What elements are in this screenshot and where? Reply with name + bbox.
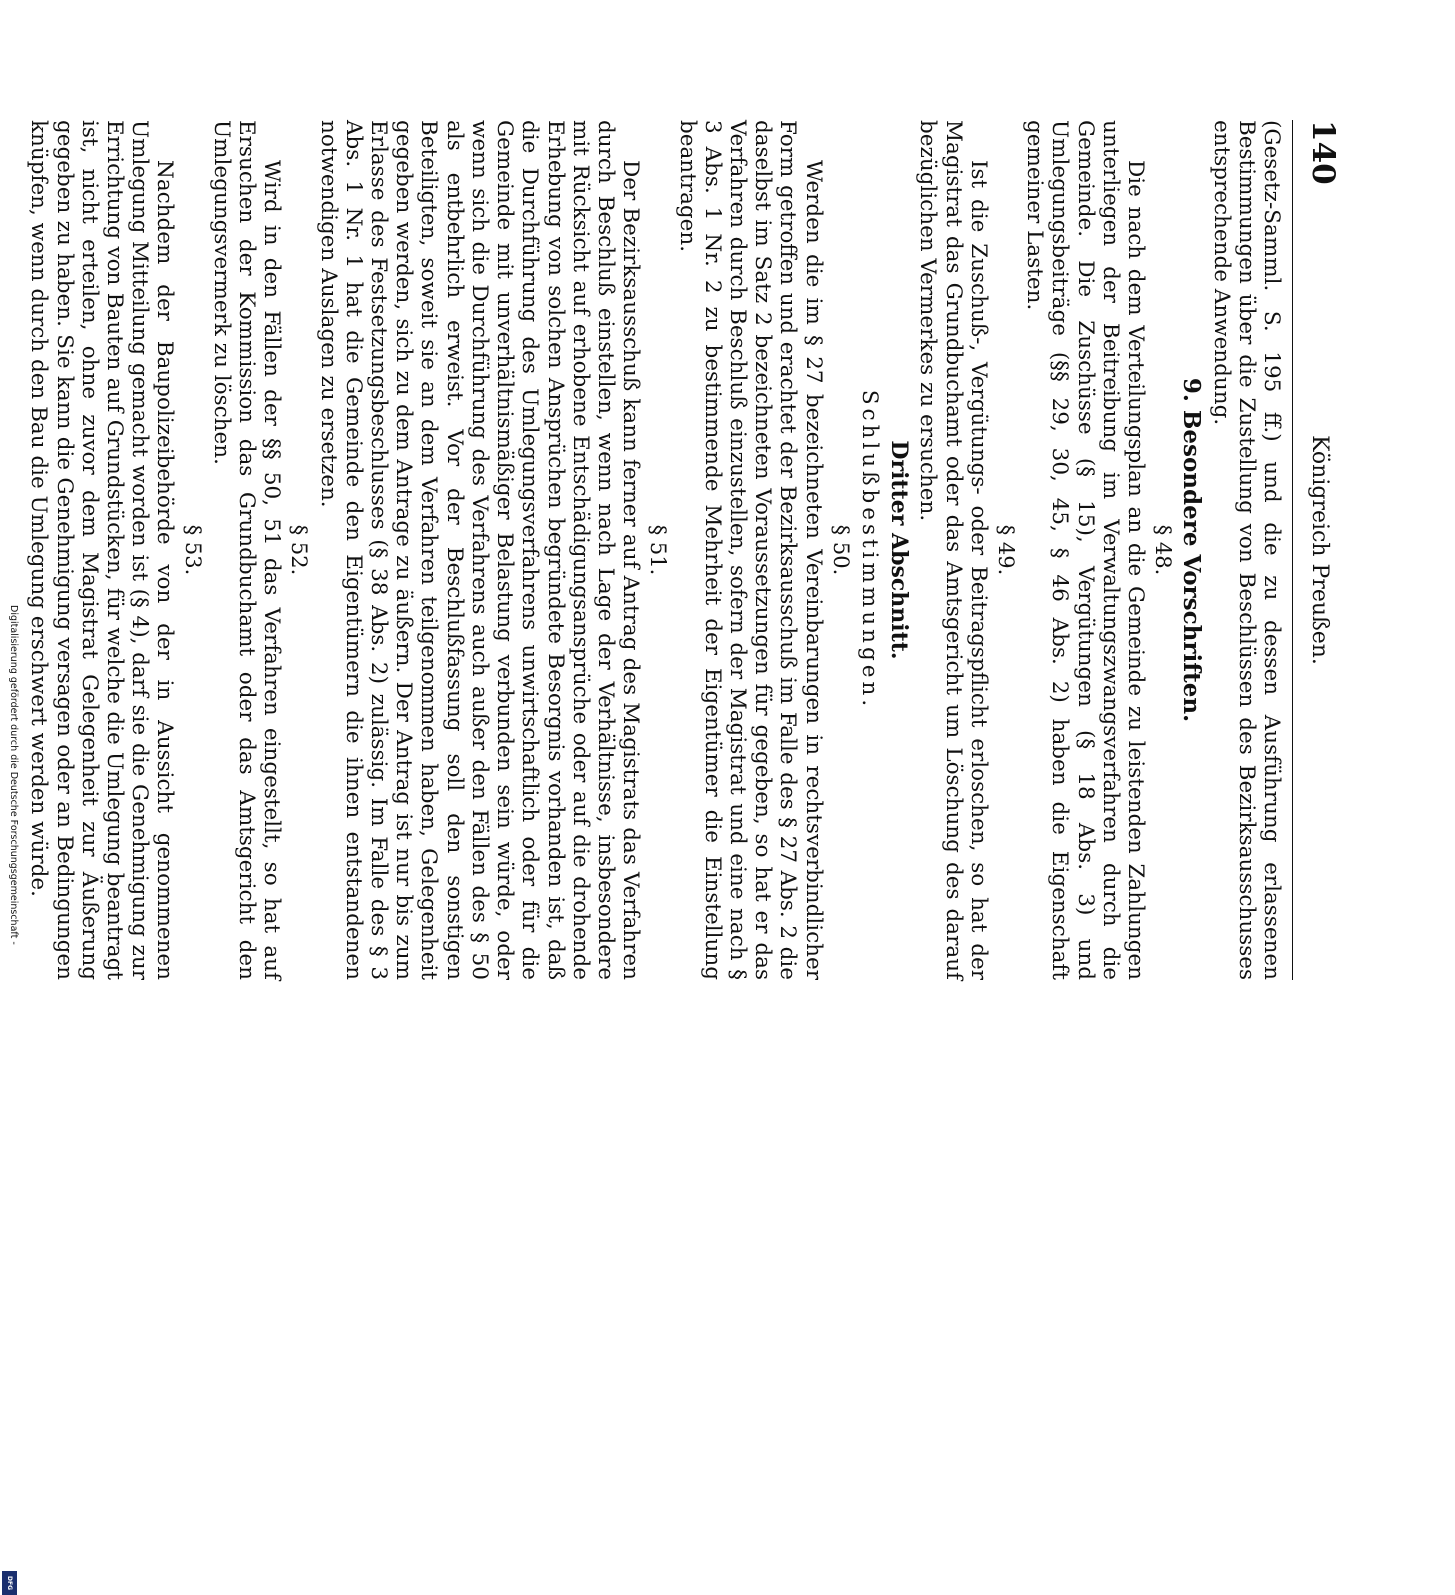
- document-page: [26, 120, 1341, 980]
- digitization-note: [0, 605, 22, 1590]
- body-text: [26, 120, 1284, 980]
- page-number: 140: [1305, 120, 1341, 185]
- section-number: § 51.: [646, 524, 671, 576]
- section-number: § 50.: [828, 524, 853, 576]
- paragraph: Ist die Zuschuß-, Vergütungs- oder Beitragspflicht erloschen, so hat der Magistrat das Grundbuchamt oder das Amtsgericht um Löschung des darauf bezüglichen Vermerkes zu ersuchen.: [915, 120, 991, 980]
- paragraph: Werden die im § 27 bezeichneten Vereinbarungen in rechtsverbindlicher Form getroffen und erachtet der Bezirksausschuß im Falle des § 27 Abs. 2 die daselbst im Satz 2 bezeichneten Voraussetzungen für gegeben, so hat er das Verfahren durch Beschluß einzustellen, sofern der Magistrat und eine nach § 3 Abs. 1 Nr. 2 zu bestimmende Mehrheit der Eigentümer die Einstellung beantragen.: [674, 120, 826, 980]
- paragraph: Wird in den Fällen der §§ 50, 51 das Verfahren eingestellt, so hat auf Ersuchen der Kommission das Grundbuchamt oder das Amtsgericht den Umlegungsvermerk zu löschen.: [208, 120, 285, 980]
- section-number: § 52.: [287, 524, 312, 576]
- section-number: § 53.: [180, 524, 205, 576]
- paragraph: Die nach dem Verteilungsplan an die Gemeinde zu leistenden Zahlungen unterliegen der Beitreibung im Verwaltungszwangsverfahren durch die Gemeinde. Die Zuschüsse (§ 15), Vergütungen (§ 18 Abs. 3) und Umlegungsbeiträge (§§ 29, 30, 45, § 46 Abs. 2) haben die Eigenschaft gemeiner Lasten.: [1022, 120, 1148, 980]
- section-number: § 49.: [993, 524, 1018, 576]
- dfg-logo: DFG: [2, 1571, 17, 1595]
- digitization-note-text: Digitalisierung gefördert durch die Deutsche Forschungsgemeinschaft -: [8, 605, 19, 945]
- section-number: § 48.: [1151, 524, 1176, 576]
- part-subtitle: Schlußbestimmungen.: [856, 389, 882, 711]
- paragraph: Der Bezirksausschuß kann ferner auf Antrag des Magistrats das Verfahren durch Beschluß einstellen, wenn nach Lage der Verhältnisse, insbesondere mit Rücksicht auf erhobene Entschädigungsansprüche oder auf die drohende Erhebung von solchen Ansprüchen begründete Besorgnis vorhanden ist, daß die Durchführung des Umlegungsverfahrens unwirtschaftlich oder für die Gemeinde mit unverhältnismäßiger Belastung verbunden sein würde, oder wenn sich die Durchführung des Verfahrens auch außer den Fällen des § 50 als entbehrlich erweist. Vor der Beschlußfassung soll den sonstigen Beteiligten, soweit sie an dem Verfahren teilgenommen haben, Gelegenheit gegeben werden, sich zu dem Antrage zu äußern. Der Antrag ist nur bis zum Erlasse des Festsetzungsbeschlusses (§ 38 Abs. 2) zulässig. Im Falle des § 3 Abs. 1 Nr. 1 hat die Gemeinde den Eigentümern die ihnen entstandenen notwendigen Auslagen zu ersetzen.: [315, 120, 644, 980]
- section-title: 9. Besondere Vorschriften.: [1178, 377, 1206, 723]
- page-header: [1292, 120, 1341, 980]
- part-title: Dritter Abschnitt.: [886, 440, 913, 660]
- paragraph: (Gesetz-Samml. S. 195 ff.) und die zu dessen Ausführung erlassenen Bestimmungen über die Zustellung von Beschlüssen des Bezirksausschusses entsprechende Anwendung.: [1208, 120, 1284, 980]
- paragraph: Nachdem der Baupolizeibehörde von der in Aussicht genommenen Umlegung Mitteilung gemacht worden ist (§ 4), darf sie die Genehmigung zur Errichtung von Bauten auf Grundstücken, für welche die Umlegung beantragt ist, nicht erteilen, ohne zuvor dem Magistrat Gelegenheit zur Äußerung gegeben zu haben. Sie kann die Genehmigung versagen oder an Bedingungen knüpfen, wenn durch den Bau die Umlegung erschwert werden würde.: [26, 120, 178, 980]
- running-head: Königreich Preußen.: [1307, 435, 1332, 665]
